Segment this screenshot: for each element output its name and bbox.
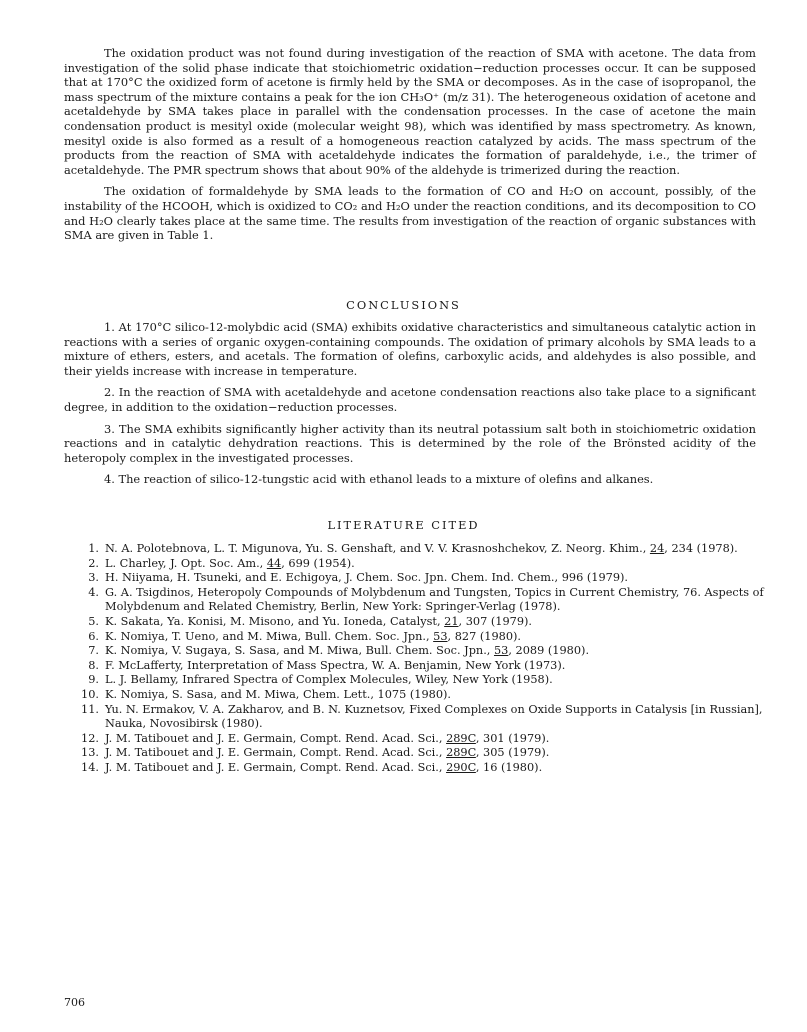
reference-item <box>64 630 764 645</box>
conclusions-list <box>64 320 756 494</box>
reference-number: 12. <box>81 731 99 745</box>
reference-number: 14. <box>81 760 99 774</box>
reference-item <box>64 557 764 572</box>
reference-item <box>64 644 764 659</box>
reference-text: K. Sakata, Ya. Konisi, M. Misono, and Yu. Ioneda, Catalyst, 21, 307 (1979). <box>105 614 533 628</box>
reference-item <box>64 703 764 732</box>
reference-number: 10. <box>81 687 99 701</box>
reference-text: N. A. Polotebnova, L. T. Migunova, Yu. S. Genshaft, and V. V. Krasnoshchekov, Z. Neorg. Khim., 24, 234 (1978). <box>105 542 738 555</box>
reference-item <box>64 746 764 761</box>
reference-list <box>64 542 764 776</box>
volume-number: 289C <box>446 731 476 745</box>
reference-item <box>64 542 764 557</box>
volume-number: 53 <box>433 629 448 643</box>
body-text <box>64 46 756 250</box>
conclusion-item: 1. At 170°C silico-12-molybdic acid (SMA) exhibits oxidative characteristics and simultaneous catalytic action in reactions with a series of organic oxygen-containing compounds. The oxidation of primary alcohols by SMA leads to a mixture of ethers, esters, and acetals. The formation of olefins, carboxylic acids, and aldehydes is also possible, and their yields increase with increase in temperature. <box>64 320 756 378</box>
reference-item <box>64 688 764 703</box>
reference-number: 8. <box>88 658 99 672</box>
reference-number: 11. <box>81 702 99 716</box>
reference-number: 1. <box>88 542 99 555</box>
reference-number: 3. <box>88 571 99 585</box>
reference-text: H. Niiyama, H. Tsuneki, and E. Echigoya, J. Chem. Soc. Jpn. Chem. Ind. Chem., 996 (1979). <box>105 571 629 585</box>
conclusions-heading: CONCLUSIONS <box>346 298 461 312</box>
literature-heading: LITERATURE CITED <box>327 518 480 532</box>
reference-text: J. M. Tatibouet and J. E. Germain, Compt. Rend. Acad. Sci., 289C, 305 (1979). <box>105 746 550 760</box>
paragraph-formaldehyde: The oxidation of formaldehyde by SMA leads to the formation of CO and H₂O on account, possibly, of the instability of the HCOOH, which is oxidized to CO₂ and H₂O under the reaction conditions, and its decomposition to CO and H₂O clearly takes place at the same time. The results from investigation of the reaction of organic substances with SMA are given in Table 1. <box>64 184 756 243</box>
reference-number: 2. <box>88 556 99 570</box>
reference-text: K. Nomiya, T. Ueno, and M. Miwa, Bull. Chem. Soc. Jpn., 53, 827 (1980). <box>105 629 522 643</box>
reference-text: F. McLafferty, Interpretation of Mass Spectra, W. A. Benjamin, New York (1973). <box>105 658 566 672</box>
reference-text: K. Nomiya, S. Sasa, and M. Miwa, Chem. Lett., 1075 (1980). <box>105 687 452 701</box>
conclusion-item: 3. The SMA exhibits significantly higher activity than its neutral potassium salt both in stoichiometric oxidation reactions and in catalytic dehydration reactions. This is determined by the role of the Brönsted acidity of the heteropoly complex in the investigated processes. <box>64 421 756 465</box>
reference-number: 5. <box>88 614 99 628</box>
reference-item <box>64 571 764 586</box>
volume-number: 44 <box>266 556 282 570</box>
volume-number: 290C <box>446 760 476 774</box>
reference-number: 9. <box>88 673 99 687</box>
reference-number: 13. <box>81 746 99 760</box>
page-number: 706 <box>64 996 85 1009</box>
volume-number: 24 <box>649 542 665 555</box>
volume-number: 289C <box>446 746 476 760</box>
conclusion-item: 2. In the reaction of SMA with acetaldehyde and acetone condensation reactions also take place to a significant degree, in addition to the oxidation−reduction processes. <box>64 385 756 414</box>
reference-item <box>64 659 764 674</box>
reference-item <box>64 761 764 776</box>
reference-item <box>64 732 764 747</box>
reference-item <box>64 615 764 630</box>
conclusion-item: 4. The reaction of silico-12-tungstic acid with ethanol leads to a mixture of olefins and alkanes. <box>104 472 654 487</box>
reference-text: J. M. Tatibouet and J. E. Germain, Compt. Rend. Acad. Sci., 289C, 301 (1979). <box>105 731 550 745</box>
reference-number: 7. <box>88 644 99 658</box>
reference-number: 6. <box>88 629 99 643</box>
reference-item <box>64 673 764 688</box>
reference-text: Yu. N. Ermakov, V. A. Zakharov, and B. N. Kuznetsov, Fixed Complexes on Oxide Supports in Catalysis [in Russian], Nauka, Novosibirsk (1980). <box>105 702 763 731</box>
reference-number: 4. <box>88 585 99 599</box>
reference-text: G. A. Tsigdinos, Heteropoly Compounds of Molybdenum and Tungsten, Topics in Current Chemistry, 76. Aspects of Molybdenum and Related Chemistry, Berlin, New York: Springer-Verlag (1978). <box>105 585 764 614</box>
volume-number: 53 <box>493 644 509 658</box>
reference-text: L. Charley, J. Opt. Soc. Am., 44, 699 (1954). <box>105 556 355 570</box>
reference-item <box>64 586 764 615</box>
paragraph-acetone: The oxidation product was not found during investigation of the reaction of SMA with acetone. The data from investigation of the solid phase indicate that stoichiometric oxidation−reduction processes occur. It can be supposed that at 170°C the oxidized form of acetone is firmly held by the SMA or decomposes. As in the case of isopropanol, the mass spectrum of the mixture contains a peak for the ion CH₃O⁺ (m/z 31). The heterogeneous oxidation of acetone and acetaldehyde by SMA takes place in parallel with the condensation processes. In the case of acetone the main condensation product is mesityl oxide (molecular weight 98), which was identified by mass spectrometry. As known, mesityl oxide is also formed as a result of a homogeneous reaction catalyzed by acids. The mass spectrum of the products from the reaction of SMA with acetaldehyde indicates the formation of paraldehyde, i.e., the trimer of acetaldehyde. The PMR spectrum shows that about 90% of the aldehyde is trimerized during the reaction. <box>64 46 756 177</box>
reference-text: J. M. Tatibouet and J. E. Germain, Compt. Rend. Acad. Sci., 290C, 16 (1980). <box>105 760 543 774</box>
reference-text: K. Nomiya, V. Sugaya, S. Sasa, and M. Miwa, Bull. Chem. Soc. Jpn., 53, 2089 (1980). <box>105 644 590 658</box>
reference-text: L. J. Bellamy, Infrared Spectra of Complex Molecules, Wiley, New York (1958). <box>105 673 553 687</box>
volume-number: 21 <box>444 614 459 628</box>
